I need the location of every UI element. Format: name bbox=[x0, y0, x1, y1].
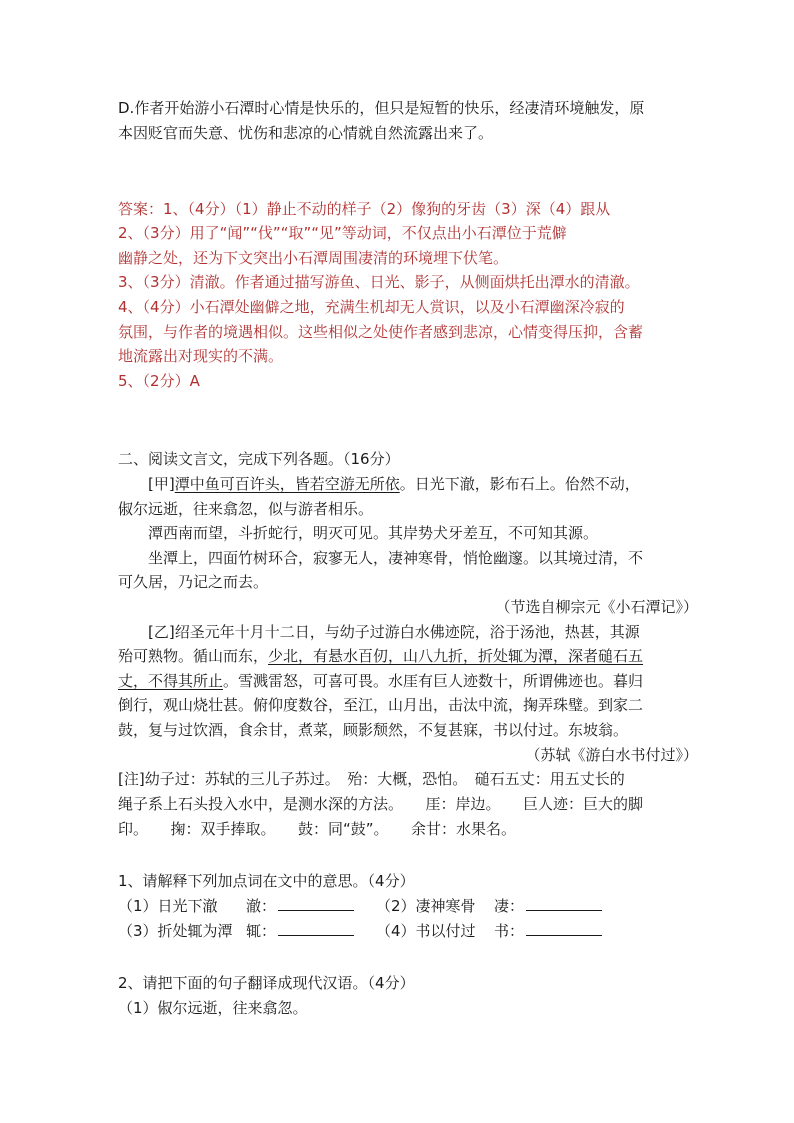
question-2-title: 2、请把下面的句子翻译成现代汉语。（4分） bbox=[118, 974, 415, 992]
yi-line-3 bbox=[118, 670, 643, 692]
q1-item-4-answer-blank[interactable] bbox=[526, 921, 602, 936]
yi-line-2 bbox=[118, 645, 643, 667]
q1-item-2-phrase: （2）凄神寒骨 bbox=[376, 897, 476, 915]
answer-line-6: 氛围，与作者的境遇相似。这些相似之处使作者感到悲凉，心情变得压抑，含蓄 bbox=[118, 323, 644, 341]
answer-line-3: 幽静之处，还为下文突出小石潭周围凄清的环境埋下伏笔。 bbox=[118, 249, 509, 267]
question-2-item-1: （1）俶尔远逝，往来翕忽。 bbox=[118, 999, 308, 1017]
yi-line-1: [乙]绍圣元年十月十二日，与幼子过游白水佛迹院，浴于汤池，热甚，其源 bbox=[148, 623, 640, 641]
answer-line-1: 答案：1、（4分）（1）静止不动的样子（2）像狗的牙齿（3）深（4）跟从 bbox=[118, 200, 611, 218]
notes-line-2: 绳子系上石头投入水中，是测水深的方法。 厓：岸边。 巨人迹：巨大的脚 bbox=[118, 795, 644, 813]
jia-underlined-sentence: 潭中鱼可百许头，皆若空游无所依 bbox=[174, 475, 400, 493]
q1-item-1-word: 澈： bbox=[246, 897, 277, 915]
notes-line-1: [注]幼子过：苏轼的三儿子苏过。 殆：大概，恐怕。 磓石五丈：用五丈长的 bbox=[118, 770, 625, 788]
jia-label: [甲] bbox=[148, 475, 175, 493]
q1-item-3-word: 辄： bbox=[246, 922, 277, 940]
question-1-row-1 bbox=[118, 895, 602, 917]
question-1-title: 1、请解释下列加点词在文中的意思。（4分） bbox=[118, 872, 415, 890]
q1-item-2-answer-blank[interactable] bbox=[526, 896, 602, 911]
jia-paragraph-3-line-2: 可久居，乃记之而去。 bbox=[118, 573, 269, 591]
yi-line-5: 鼓，复与过饮酒，食余甘，煮菜，顾影颓然，不复甚寐，书以付过。东坡翁。 bbox=[118, 721, 629, 739]
answer-line-2: 2、（3分）用了“闻”“伐”“取”“见”等动词，不仅点出小石潭位于荒僻 bbox=[118, 224, 567, 242]
notes-line-3: 印。 掬：双手捧取。 鼓：同“鼓”。 余甘：水果名。 bbox=[118, 820, 517, 838]
section-2-heading: 二、阅读文言文，完成下列各题。（16分） bbox=[118, 450, 400, 468]
jia-paragraph-3-line-1: 坐潭上，四面竹树环合，寂寥无人，凄神寒骨，悄怆幽邃。以其境过清，不 bbox=[148, 549, 644, 567]
q1-item-1-phrase: （1）日光下澈 bbox=[118, 897, 218, 915]
answer-line-8: 5、（2分）A bbox=[118, 372, 200, 390]
jia-paragraph-1-line-1 bbox=[148, 473, 640, 495]
jia-p1-rest: 。日光下澈，影布石上。佁然不动， bbox=[399, 475, 640, 493]
q1-item-2-word: 凄： bbox=[494, 897, 525, 915]
q1-item-3-phrase: （3）折处辄为潭 bbox=[118, 922, 233, 940]
yi-line-3-rest: 。雪溅雷怒，可喜可畏。水厓有巨人迹数十，所谓佛迹也。暮归 bbox=[223, 672, 644, 690]
q1-item-4-word: 书： bbox=[494, 922, 525, 940]
yi-underlined-sentence-part-2: 丈，不得其所止 bbox=[118, 672, 224, 690]
answer-line-7: 地流露出对现实的不满。 bbox=[118, 347, 284, 365]
q1-item-1-answer-blank[interactable] bbox=[278, 896, 354, 911]
yi-line-2-text: 殆可熟物。循山而东， bbox=[118, 647, 269, 665]
jia-paragraph-1-line-2: 俶尔远逝，往来翕忽，似与游者相乐。 bbox=[118, 500, 374, 518]
answer-line-5: 4、（4分）小石潭处幽僻之地，充满生机却无人赏识，以及小石潭幽深冷寂的 bbox=[118, 298, 625, 316]
q1-item-3-answer-blank[interactable] bbox=[278, 921, 354, 936]
q1-item-4-phrase: （4）书以付过 bbox=[376, 922, 476, 940]
jia-paragraph-2: 潭西南而望，斗折蛇行，明灭可见。其岸势犬牙差互，不可知其源。 bbox=[148, 524, 599, 542]
yi-underlined-sentence-part-1: 少北，有悬水百仞，山八九折，折处辄为潭，深者磓石五 bbox=[268, 647, 644, 665]
jia-source: （节选自柳宗元《小石潭记》） bbox=[495, 598, 698, 616]
answer-line-4: 3、（3分）清澈。作者通过描写游鱼、日光、影子，从侧面烘托出潭水的清澈。 bbox=[118, 273, 640, 291]
option-d-line-2: 本因贬官而失意、忧伤和悲凉的心情就自然流露出来了。 bbox=[118, 124, 494, 142]
option-d-line-1: D.作者开始游小石潭时心情是快乐的，但只是短暂的快乐，经凄清环境触发，原 bbox=[118, 99, 645, 117]
yi-source: （苏轼《游白水书付过》） bbox=[525, 746, 698, 764]
yi-line-4: 倒行，观山烧壮甚。俯仰度数谷，至江，山月出，击汰中流，掬弄珠璧。到家二 bbox=[118, 696, 644, 714]
question-1-row-2 bbox=[118, 920, 602, 942]
